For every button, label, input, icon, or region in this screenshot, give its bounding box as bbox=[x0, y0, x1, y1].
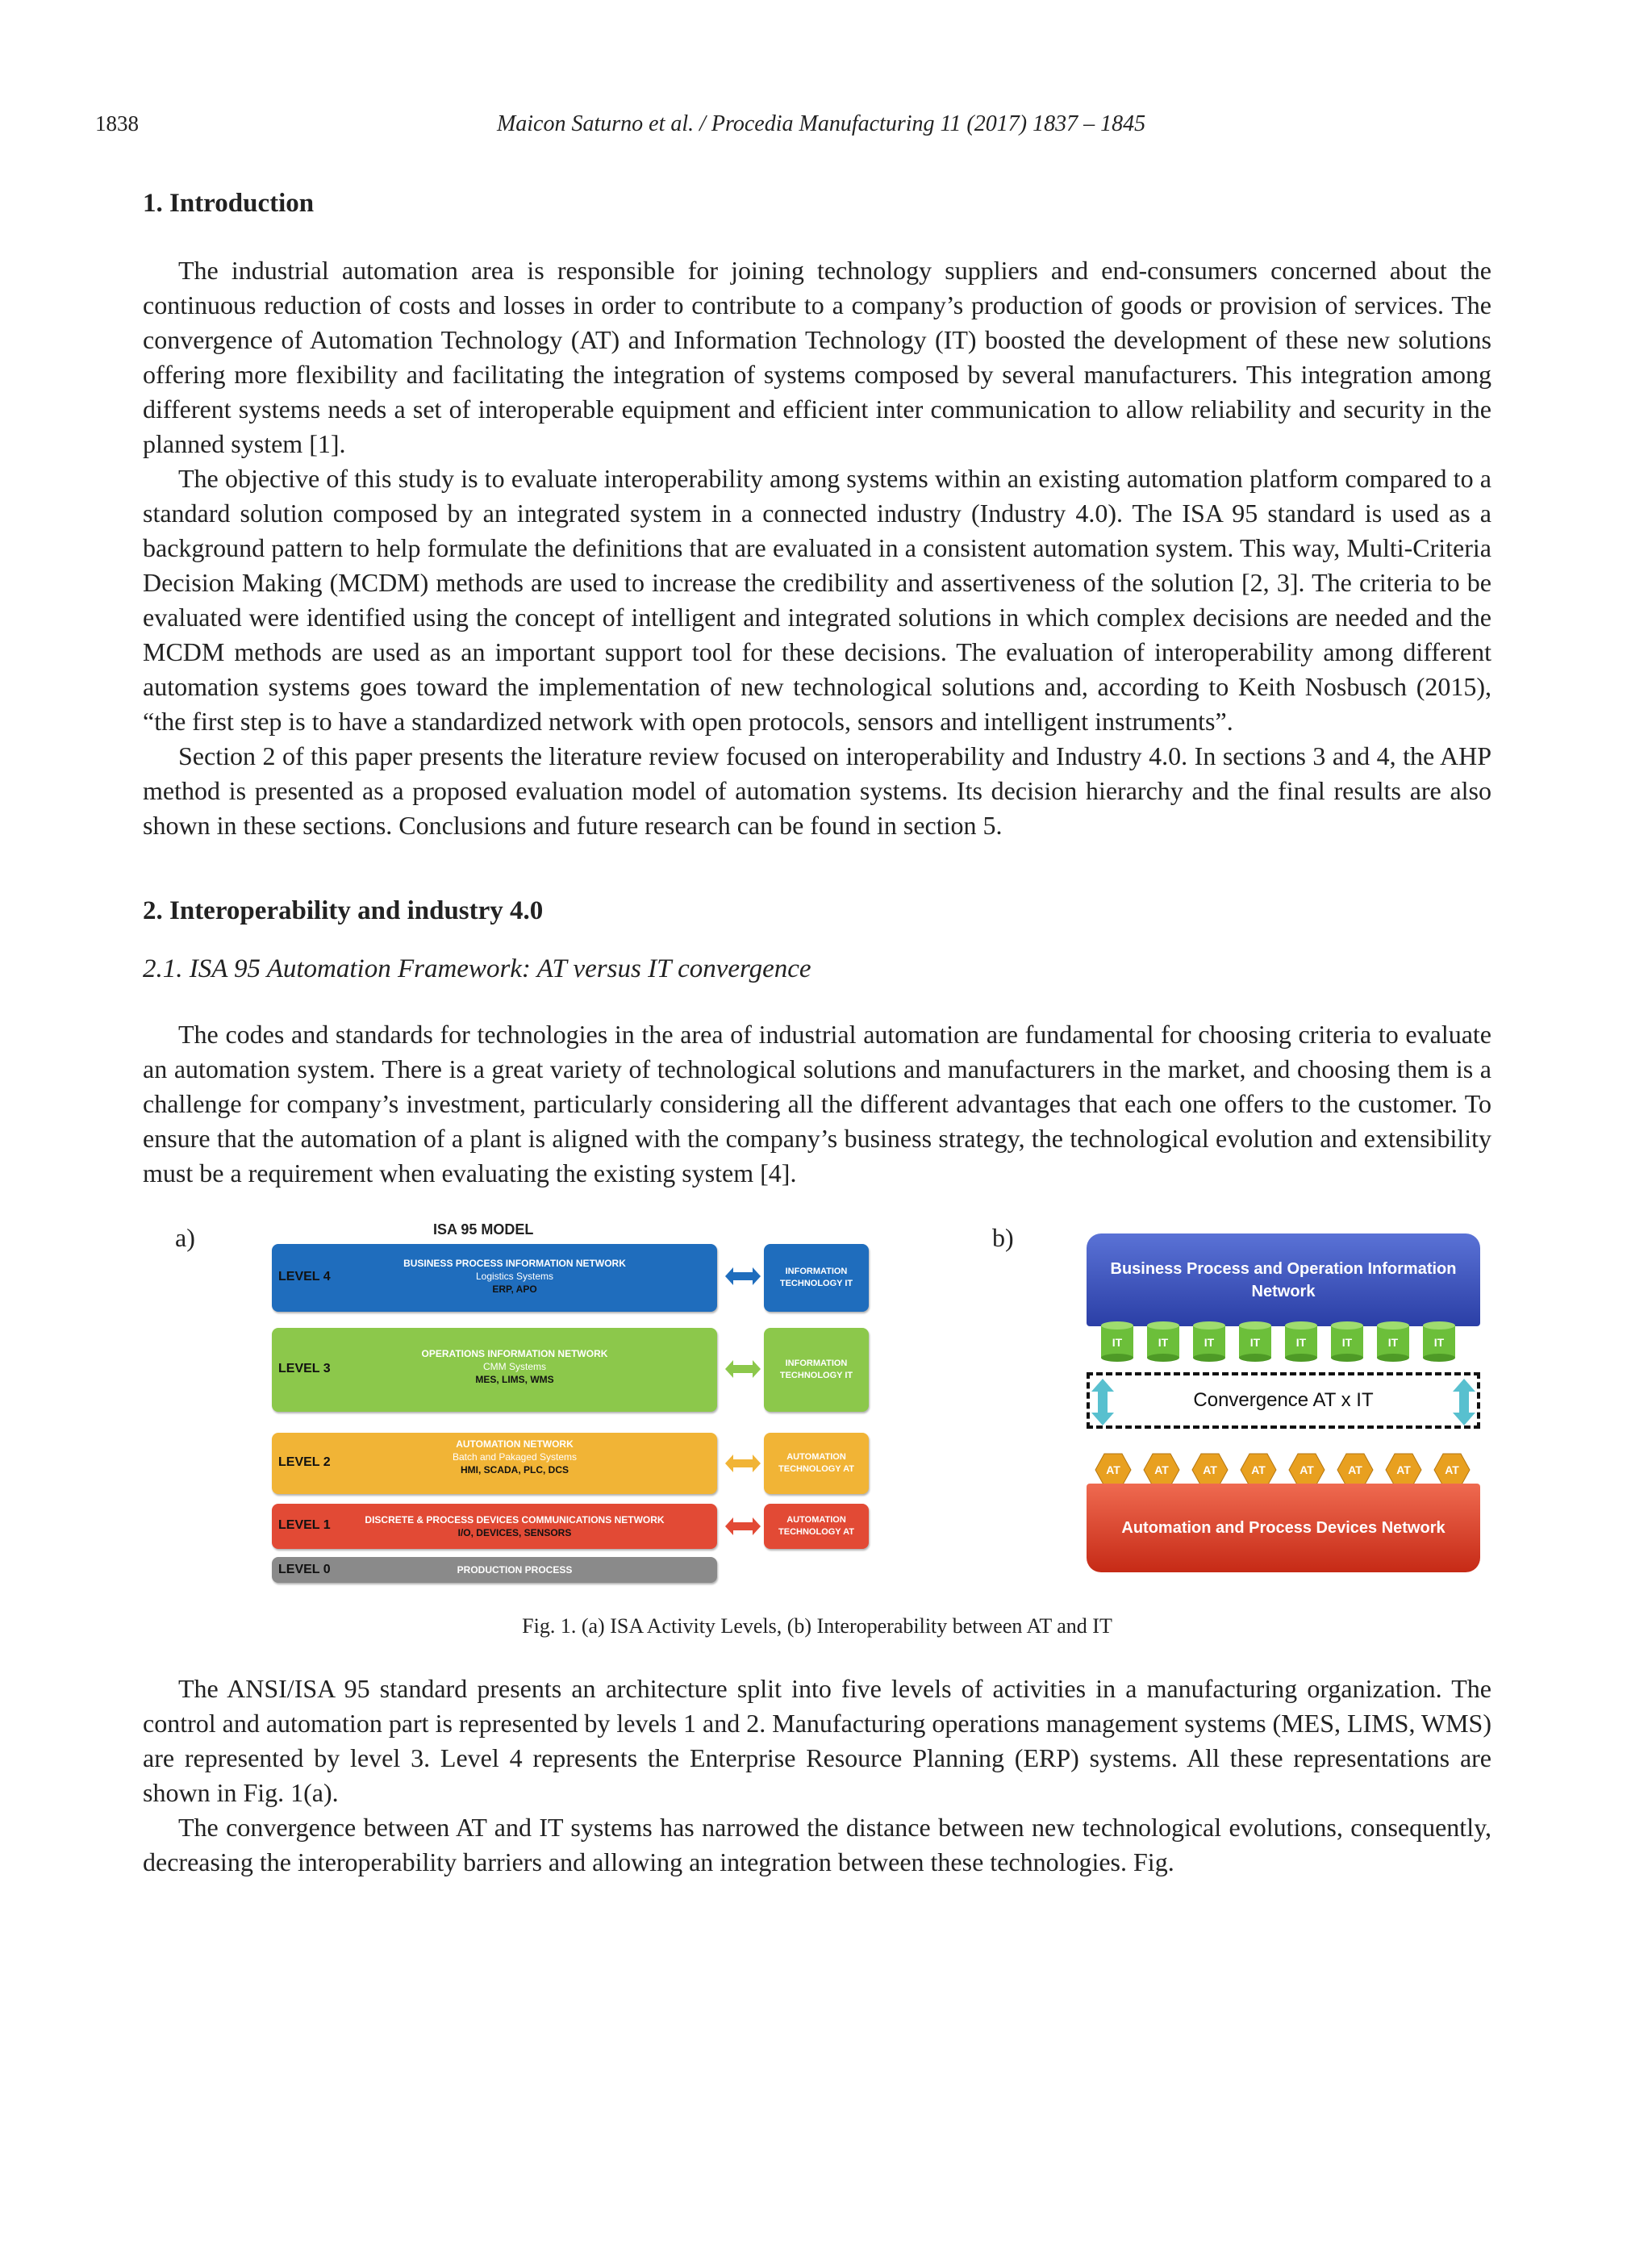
figure-1 bbox=[143, 1221, 1491, 1609]
svg-text:IT: IT bbox=[1204, 1336, 1215, 1349]
page-header bbox=[95, 111, 1547, 144]
figure-label-b: b) bbox=[992, 1223, 1014, 1252]
isa95-title: ISA 95 MODEL bbox=[433, 1221, 534, 1238]
section-title-introduction: 1. Introduction bbox=[143, 189, 315, 218]
level-0-block bbox=[272, 1557, 717, 1583]
svg-text:AT: AT bbox=[1348, 1463, 1362, 1476]
at-hexagon-icon bbox=[1095, 1453, 1132, 1487]
level-line: OPERATIONS INFORMATION NETWORK bbox=[421, 1348, 608, 1359]
level-line: DISCRETE & PROCESS DEVICES COMMUNICATIONS NETWORK bbox=[365, 1514, 665, 1526]
svg-text:AT: AT bbox=[1445, 1463, 1459, 1476]
at-tag: AUTOMATION TECHNOLOGY AT bbox=[764, 1433, 869, 1494]
level-3-block bbox=[272, 1328, 717, 1412]
convergence-box: Convergence AT x IT bbox=[1087, 1372, 1480, 1429]
at-hexagon-icon bbox=[1143, 1453, 1180, 1487]
at-hexagon-icon bbox=[1337, 1453, 1374, 1487]
paragraph: The codes and standards for technologies in the area of industrial automation are fundamental for choosing criteria to evaluate an automation system. There is a great variety of technological solutions and manufacturers in the market, and choosing them is a challenge for company’s investment, particularly considering all the different advantages that each one offers to the customer. To ensure that the automation of a plant is aligned with the company’s business strategy, the technological evolution and extensibility must be a requirement when evaluating the existing system [4]. bbox=[143, 1020, 1491, 1188]
at-hexagon-icon bbox=[1385, 1453, 1422, 1487]
svg-text:AT: AT bbox=[1299, 1463, 1314, 1476]
level-line: MES, LIMS, WMS bbox=[475, 1374, 554, 1385]
it-tag: INFORMATION TECHNOLOGY IT bbox=[764, 1244, 869, 1312]
it-cylinder-icon bbox=[1421, 1321, 1457, 1363]
svg-text:IT: IT bbox=[1295, 1336, 1307, 1349]
level-name: LEVEL 0 bbox=[278, 1563, 331, 1576]
subsection-title: 2.1. ISA 95 Automation Framework: AT versus IT convergence bbox=[143, 954, 811, 983]
level-2-block bbox=[272, 1433, 717, 1494]
at-tag: AUTOMATION TECHNOLOGY AT bbox=[764, 1504, 869, 1549]
paragraph: The ANSI/ISA 95 standard presents an architecture split into five levels of activities in a manufacturing organization. The control and automation part is represented by levels 1 and 2. Manufacturing operations management systems (MES, LIMS, WMS) are represented by level 3. Level 4 represents the Enterprise Resource Planning (ERP) systems. All these representations are shown in Fig. 1(a). bbox=[143, 1674, 1491, 1807]
level-1-block bbox=[272, 1504, 717, 1549]
article-body bbox=[143, 186, 1491, 1880]
level-line: Batch and Pakaged Systems bbox=[452, 1451, 578, 1463]
it-cylinder-icon bbox=[1329, 1321, 1365, 1363]
double-arrow-icon bbox=[725, 1453, 761, 1474]
at-hexagon-icon bbox=[1433, 1453, 1471, 1487]
paragraph: The industrial automation area is responsible for joining technology suppliers and end-consumers concerned about the continuous reduction of costs and losses in order to contribute to a company’s production of goods or provision of services. The convergence of Automation Technology (AT) and Information Technology (IT) boosted the development of these new solutions offering more flexibility and facilitating the integration of systems composed by several manufacturers. This integration among different systems needs a set of interoperable equipment and efficient inter communication to allow reliability and security in the planned system [1]. bbox=[143, 256, 1491, 458]
svg-text:IT: IT bbox=[1341, 1336, 1353, 1349]
level-name: LEVEL 3 bbox=[278, 1362, 331, 1375]
svg-text:IT: IT bbox=[1249, 1336, 1261, 1349]
interoperability-diagram bbox=[1087, 1233, 1482, 1572]
level-name: LEVEL 4 bbox=[278, 1270, 331, 1284]
paragraph: Section 2 of this paper presents the literature review focused on interoperability and Industry 4.0. In sections 3 and 4, the AHP method is presented as a proposed evaluation model of automation systems. Its decision hierarchy and the final results are also shown in these sections. Conclusions and future research can be found in section 5. bbox=[143, 741, 1491, 840]
it-tag: INFORMATION TECHNOLOGY IT bbox=[764, 1328, 869, 1412]
it-cylinder-icon bbox=[1375, 1321, 1411, 1363]
it-cylinder-icon bbox=[1191, 1321, 1227, 1363]
level-line: CMM Systems bbox=[483, 1361, 546, 1372]
svg-text:IT: IT bbox=[1387, 1336, 1399, 1349]
vertical-double-arrow-icon bbox=[1091, 1379, 1114, 1425]
business-network-block: Business Process and Operation Information Network bbox=[1087, 1233, 1480, 1326]
vertical-double-arrow-icon bbox=[1453, 1379, 1475, 1425]
it-cylinder-icon bbox=[1099, 1321, 1135, 1363]
level-4-block bbox=[272, 1244, 717, 1312]
level-line: PRODUCTION PROCESS bbox=[457, 1564, 573, 1576]
paragraph: The convergence between AT and IT systems has narrowed the distance between new technological evolutions, consequently, decreasing the interoperability barriers and allowing an integration between these technologies. Fig. bbox=[143, 1813, 1491, 1876]
it-cylinder-icon bbox=[1145, 1321, 1181, 1363]
svg-text:AT: AT bbox=[1396, 1463, 1411, 1476]
level-line: HMI, SCADA, PLC, DCS bbox=[460, 1464, 569, 1476]
page-number: 1838 bbox=[95, 111, 139, 136]
svg-text:IT: IT bbox=[1112, 1336, 1123, 1349]
at-hexagon-icon bbox=[1288, 1453, 1325, 1487]
double-arrow-icon bbox=[725, 1516, 761, 1537]
svg-text:IT: IT bbox=[1433, 1336, 1445, 1349]
level-line: ERP, APO bbox=[492, 1284, 537, 1295]
it-cylinder-icon bbox=[1237, 1321, 1273, 1363]
it-cylinder-icon bbox=[1283, 1321, 1319, 1363]
double-arrow-icon bbox=[725, 1359, 761, 1380]
automation-network-block: Automation and Process Devices Network bbox=[1087, 1484, 1480, 1572]
svg-text:AT: AT bbox=[1106, 1463, 1120, 1476]
level-line: BUSINESS PROCESS INFORMATION NETWORK bbox=[403, 1258, 626, 1269]
level-line: Logistics Systems bbox=[475, 1271, 554, 1282]
svg-text:AT: AT bbox=[1154, 1463, 1169, 1476]
svg-text:AT: AT bbox=[1203, 1463, 1217, 1476]
level-line: AUTOMATION NETWORK bbox=[456, 1438, 574, 1450]
figure-label-a: a) bbox=[175, 1223, 195, 1252]
section-title-interoperability: 2. Interoperability and industry 4.0 bbox=[143, 896, 544, 925]
svg-text:IT: IT bbox=[1158, 1336, 1169, 1349]
level-name: LEVEL 2 bbox=[278, 1455, 331, 1469]
at-hexagon-icon bbox=[1191, 1453, 1229, 1487]
at-hexagon-icon bbox=[1240, 1453, 1277, 1487]
level-name: LEVEL 1 bbox=[278, 1518, 331, 1532]
svg-text:AT: AT bbox=[1251, 1463, 1266, 1476]
double-arrow-icon bbox=[725, 1266, 761, 1287]
figure-caption: Fig. 1. (a) ISA Activity Levels, (b) Interoperability between AT and IT bbox=[522, 1614, 1112, 1638]
paragraph: The objective of this study is to evaluate interoperability among systems within an existing automation platform compared to a standard solution composed by an integrated system in a connected industry (Industry 4.0). The ISA 95 standard is used as a background pattern to help formulate the definitions that are evaluated in a consistent automation system. This way, Multi-Criteria Decision Making (MCDM) methods are used to increase the credibility and assertiveness of the solution [2, 3]. The criteria to be evaluated were identified using the concept of intelligent and integrated solutions in which complex decisions are needed and the MCDM methods are used as an important support tool for these decisions. The evaluation of interoperability among different automation systems goes toward the implementation of new technological solutions and, according to Keith Nosbusch (2015), “the first step is to have a standardized network with open protocols, sensors and intelligent instruments”. bbox=[143, 464, 1491, 736]
level-line: I/O, DEVICES, SENSORS bbox=[457, 1527, 572, 1538]
running-head: Maicon Saturno et al. / Procedia Manufacturing 11 (2017) 1837 – 1845 bbox=[496, 111, 1146, 136]
